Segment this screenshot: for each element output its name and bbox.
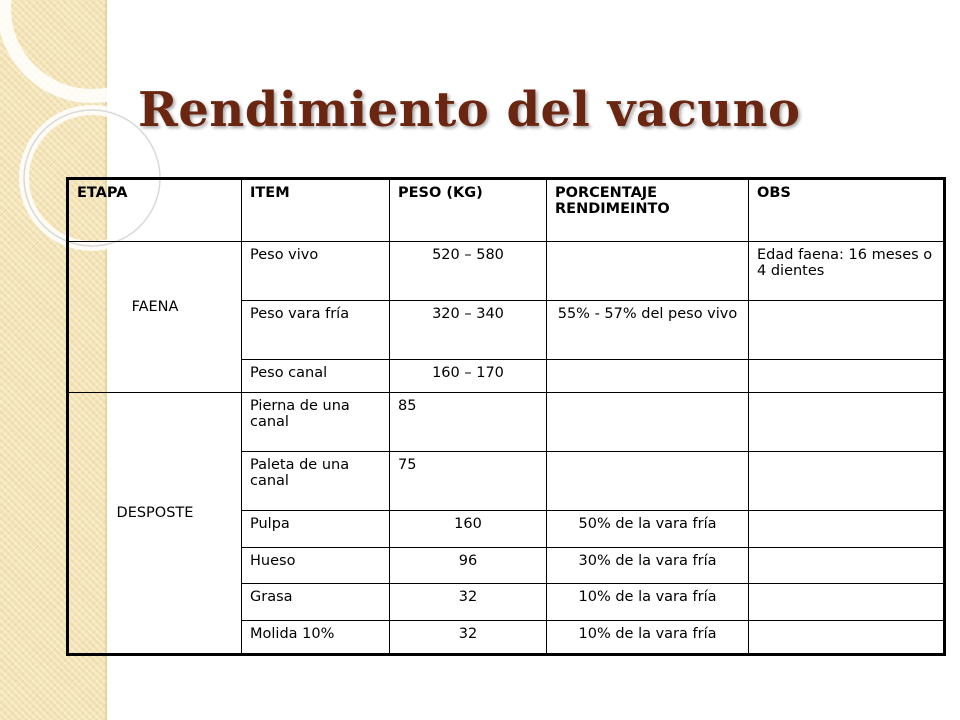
cell-notes [749, 584, 945, 621]
table-row [68, 242, 945, 301]
cell-item: Paleta de una canal [242, 452, 390, 511]
cell-item: Hueso [242, 548, 390, 584]
cell-percent [547, 393, 749, 452]
stage-faena-label: FAENA [131, 299, 179, 316]
cell-percent: 30% de la vara fría [547, 548, 749, 584]
cell-notes [749, 452, 945, 511]
header-stage: ETAPA [68, 179, 242, 242]
cell-weight: 32 [390, 584, 547, 621]
cell-percent [547, 242, 749, 301]
cell-percent: 10% de la vara fría [547, 584, 749, 621]
cell-weight: 160 [390, 511, 547, 548]
cell-notes [749, 511, 945, 548]
cell-notes [749, 360, 945, 393]
cell-notes: Edad faena: 16 meses o 4 dientes [749, 242, 945, 301]
cell-notes [749, 301, 945, 360]
cell-weight: 96 [390, 548, 547, 584]
cell-weight: 85 [390, 393, 547, 452]
slide-title: Rendimiento del vacuno [138, 82, 801, 138]
table-row [68, 393, 945, 452]
cell-percent: 50% de la vara fría [547, 511, 749, 548]
stage-faena [68, 242, 242, 393]
cell-item: Grasa [242, 584, 390, 621]
header-item: ITEM [242, 179, 390, 242]
cell-item: Peso canal [242, 360, 390, 393]
cell-item: Pulpa [242, 511, 390, 548]
header-notes: OBS [749, 179, 945, 242]
cell-item: Peso vivo [242, 242, 390, 301]
cell-percent [547, 360, 749, 393]
cell-weight: 32 [390, 621, 547, 655]
cell-item: Molida 10% [242, 621, 390, 655]
stage-desposte-label: DESPOSTE [116, 505, 194, 522]
cell-weight: 320 – 340 [390, 301, 547, 360]
cell-item: Pierna de una canal [242, 393, 390, 452]
header-weight: PESO (KG) [390, 179, 547, 242]
cell-weight: 75 [390, 452, 547, 511]
cell-percent [547, 452, 749, 511]
cell-notes [749, 548, 945, 584]
cell-weight: 160 – 170 [390, 360, 547, 393]
cell-notes [749, 393, 945, 452]
stage-desposte [68, 393, 242, 655]
table-header-row [68, 179, 945, 242]
yield-table [66, 177, 946, 656]
cell-percent: 55% - 57% del peso vivo [547, 301, 749, 360]
cell-notes [749, 621, 945, 655]
cell-item: Peso vara fría [242, 301, 390, 360]
header-percent: PORCENTAJE RENDIMEINTO [547, 179, 749, 242]
cell-weight: 520 – 580 [390, 242, 547, 301]
cell-percent: 10% de la vara fría [547, 621, 749, 655]
